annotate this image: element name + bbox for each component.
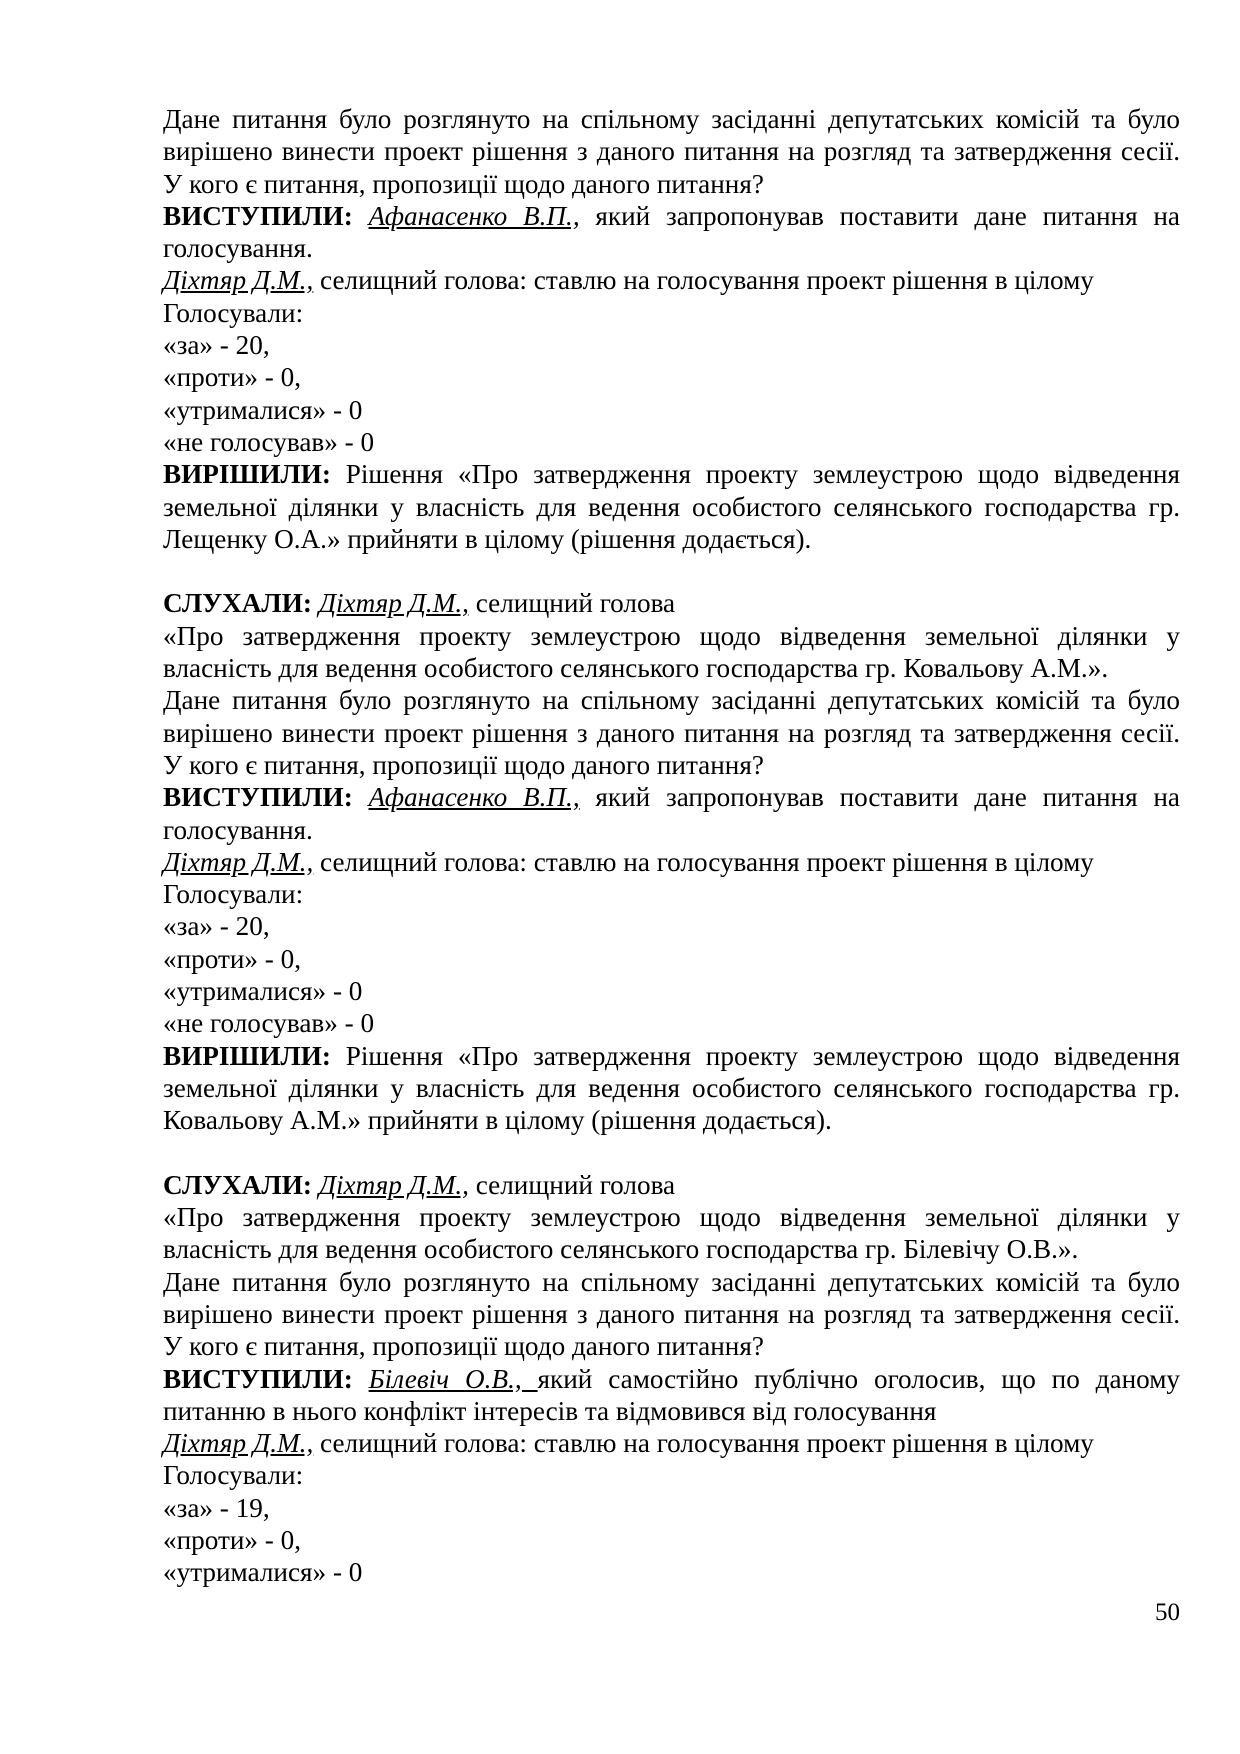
chair-text: селищний голова: ставлю на голосування проект рішення в цілому [313, 846, 1094, 877]
speakers-label: ВИСТУПИЛИ: [163, 782, 353, 813]
speaker-statement: який запропонував поставити дане питання на голосування. [163, 782, 1180, 845]
page-number: 50 [1155, 1599, 1180, 1626]
speakers-paragraph [163, 200, 1180, 265]
discussion-intro: Дане питання було розглянуто на спільному засіданні депутатських комісій та було вирішено винести проект рішення з даного питання на розгляд та затвердження сесії. У кого є питання, пропозиції щодо даного питання? [163, 1266, 1180, 1362]
speaker-name: Білевіч О.В., [368, 1363, 538, 1394]
heard-label: СЛУХАЛИ: [163, 588, 312, 619]
speakers-paragraph [163, 1363, 1180, 1428]
heard-line [163, 587, 1180, 619]
discussion-intro: Дане питання було розглянуто на спільному засіданні депутатських комісій та було вирішено винести проект рішення з даного питання на розгляд та затвердження сесії. У кого є питання, пропозиції щодо даного питання? [163, 104, 1180, 199]
heard-line [163, 1169, 1180, 1201]
heard-label: СЛУХАЛИ: [163, 1169, 312, 1200]
vote-against: «проти» - 0, [163, 362, 302, 393]
vote-against: «проти» - 0, [163, 1525, 302, 1556]
section-gap [163, 1137, 1180, 1169]
speakers-paragraph [163, 781, 1180, 846]
vote-abstained: «утрималися» - 0 [163, 394, 363, 425]
agenda-topic: «Про затвердження проекту землеустрою щодо відведення земельної ділянки у власність для ведення особистого селянського господарства гр. Білевічу О.В.». [163, 1202, 1180, 1265]
speakers-label: ВИСТУПИЛИ: [163, 200, 353, 231]
document-body [163, 103, 1180, 1589]
decision-paragraph [163, 1040, 1180, 1137]
speaker-name: Афанасенко В.П., [368, 200, 580, 231]
speaker-statement: який самостійно публічно оголосив, що по даному питанню в нього конфлікт інтересів та відмовився від голосування [163, 1363, 1181, 1426]
agenda-topic: «Про затвердження проекту землеустрою щодо відведення земельної ділянки у власність для ведення особистого селянського господарства гр. Ковальову А.М.». [163, 620, 1180, 684]
decided-label: ВИРІШИЛИ: [163, 459, 331, 490]
heard-name: Діхтяр Д.М., [318, 1169, 469, 1200]
chair-text: селищний голова: ставлю на голосування проект рішення в цілому [313, 265, 1094, 296]
decision-text: Рішення «Про затвердження проекту землеустрою щодо відведення земельної ділянки у власність для ведення особистого селянського господарства гр. Лещенку О.А.» прийняти в цілому (рішення додається). [163, 459, 1180, 554]
vote-for: «за» - 20, [163, 330, 270, 361]
chair-name: Діхтяр Д.М., [163, 846, 314, 877]
heard-role: селищний голова [468, 588, 676, 619]
vote-for: «за» - 20, [163, 911, 270, 942]
vote-for: «за» - 19, [163, 1492, 270, 1523]
speaker-name: Афанасенко В.П., [368, 782, 580, 813]
vote-against: «проти» - 0, [163, 943, 302, 974]
decided-label: ВИРІШИЛИ: [163, 1040, 331, 1071]
chair-text: селищний голова: ставлю на голосування проект рішення в цілому [313, 1428, 1094, 1459]
vote-not-voted: «не голосував» - 0 [163, 1008, 375, 1039]
section-gap [163, 555, 1180, 587]
heard-role: селищний голова [468, 1169, 676, 1200]
decision-paragraph [163, 458, 1180, 555]
voted-label: Голосували: [163, 1460, 304, 1491]
speaker-statement: який запропонував поставити дане питання на голосування. [163, 200, 1180, 264]
chair-name: Діхтяр Д.М., [163, 265, 314, 296]
chair-statement [163, 846, 1180, 878]
vote-abstained: «утрималися» - 0 [163, 976, 363, 1007]
vote-not-voted: «не голосував» - 0 [163, 426, 375, 457]
vote-abstained: «утрималися» - 0 [163, 1557, 363, 1588]
chair-statement [163, 264, 1180, 296]
heard-name: Діхтяр Д.М., [318, 588, 469, 619]
speakers-label: ВИСТУПИЛИ: [163, 1363, 353, 1394]
chair-name: Діхтяр Д.М., [163, 1428, 314, 1459]
decision-text: Рішення «Про затвердження проекту землеустрою щодо відведення земельної ділянки у власність для ведення особистого селянського господарства гр. Ковальову А.М.» прийняти в цілому (рішення додається). [163, 1040, 1180, 1136]
discussion-intro: Дане питання було розглянуто на спільному засіданні депутатських комісій та було вирішено винести проект рішення з даного питання на розгляд та затвердження сесії. У кого є питання, пропозиції щодо даного питання? [163, 685, 1180, 780]
chair-statement [163, 1427, 1180, 1459]
voted-label: Голосували: [163, 879, 304, 910]
voted-label: Голосували: [163, 297, 304, 328]
